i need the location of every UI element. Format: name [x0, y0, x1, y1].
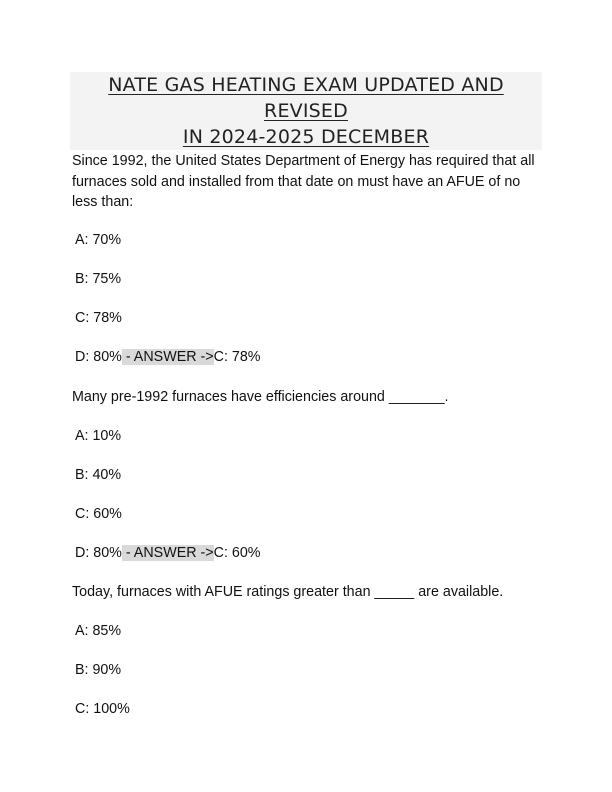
question-text: Today, furnaces with AFUE ratings greater than _____ are available. [72, 584, 504, 600]
answer-option: A: 85% [75, 623, 122, 639]
answer-option: D: 80% [75, 545, 122, 561]
title-line-1: NATE GAS HEATING EXAM UPDATED AND REVISED [108, 74, 504, 122]
answer-option: B: 40% [75, 467, 122, 483]
answer-option-with-answer [75, 347, 261, 367]
question-text: Since 1992, the United States Department of Energy has required that all furnaces sold and installed from that date on must have an AFUE of no less than: [72, 153, 535, 210]
question-text: Many pre-1992 furnaces have efficiencies around _______. [72, 389, 449, 405]
answer-option: B: 90% [75, 662, 122, 678]
answer-option: B: 75% [75, 271, 122, 287]
answer-option: A: 70% [75, 232, 122, 248]
answer-option: C: 78% [75, 310, 122, 326]
answer-option: C: 60% [75, 506, 122, 522]
correct-answer: C: 78% [213, 349, 261, 365]
answer-marker: - ANSWER -> [121, 545, 214, 561]
answer-marker: - ANSWER -> [121, 349, 214, 365]
answer-option-with-answer [75, 543, 261, 563]
document-title [70, 72, 542, 150]
answer-option: A: 10% [75, 428, 122, 444]
title-line-2: IN 2024-2025 DECEMBER [182, 126, 430, 148]
correct-answer: C: 60% [213, 545, 261, 561]
answer-option: D: 80% [75, 349, 122, 365]
answer-option: C: 100% [75, 701, 130, 717]
